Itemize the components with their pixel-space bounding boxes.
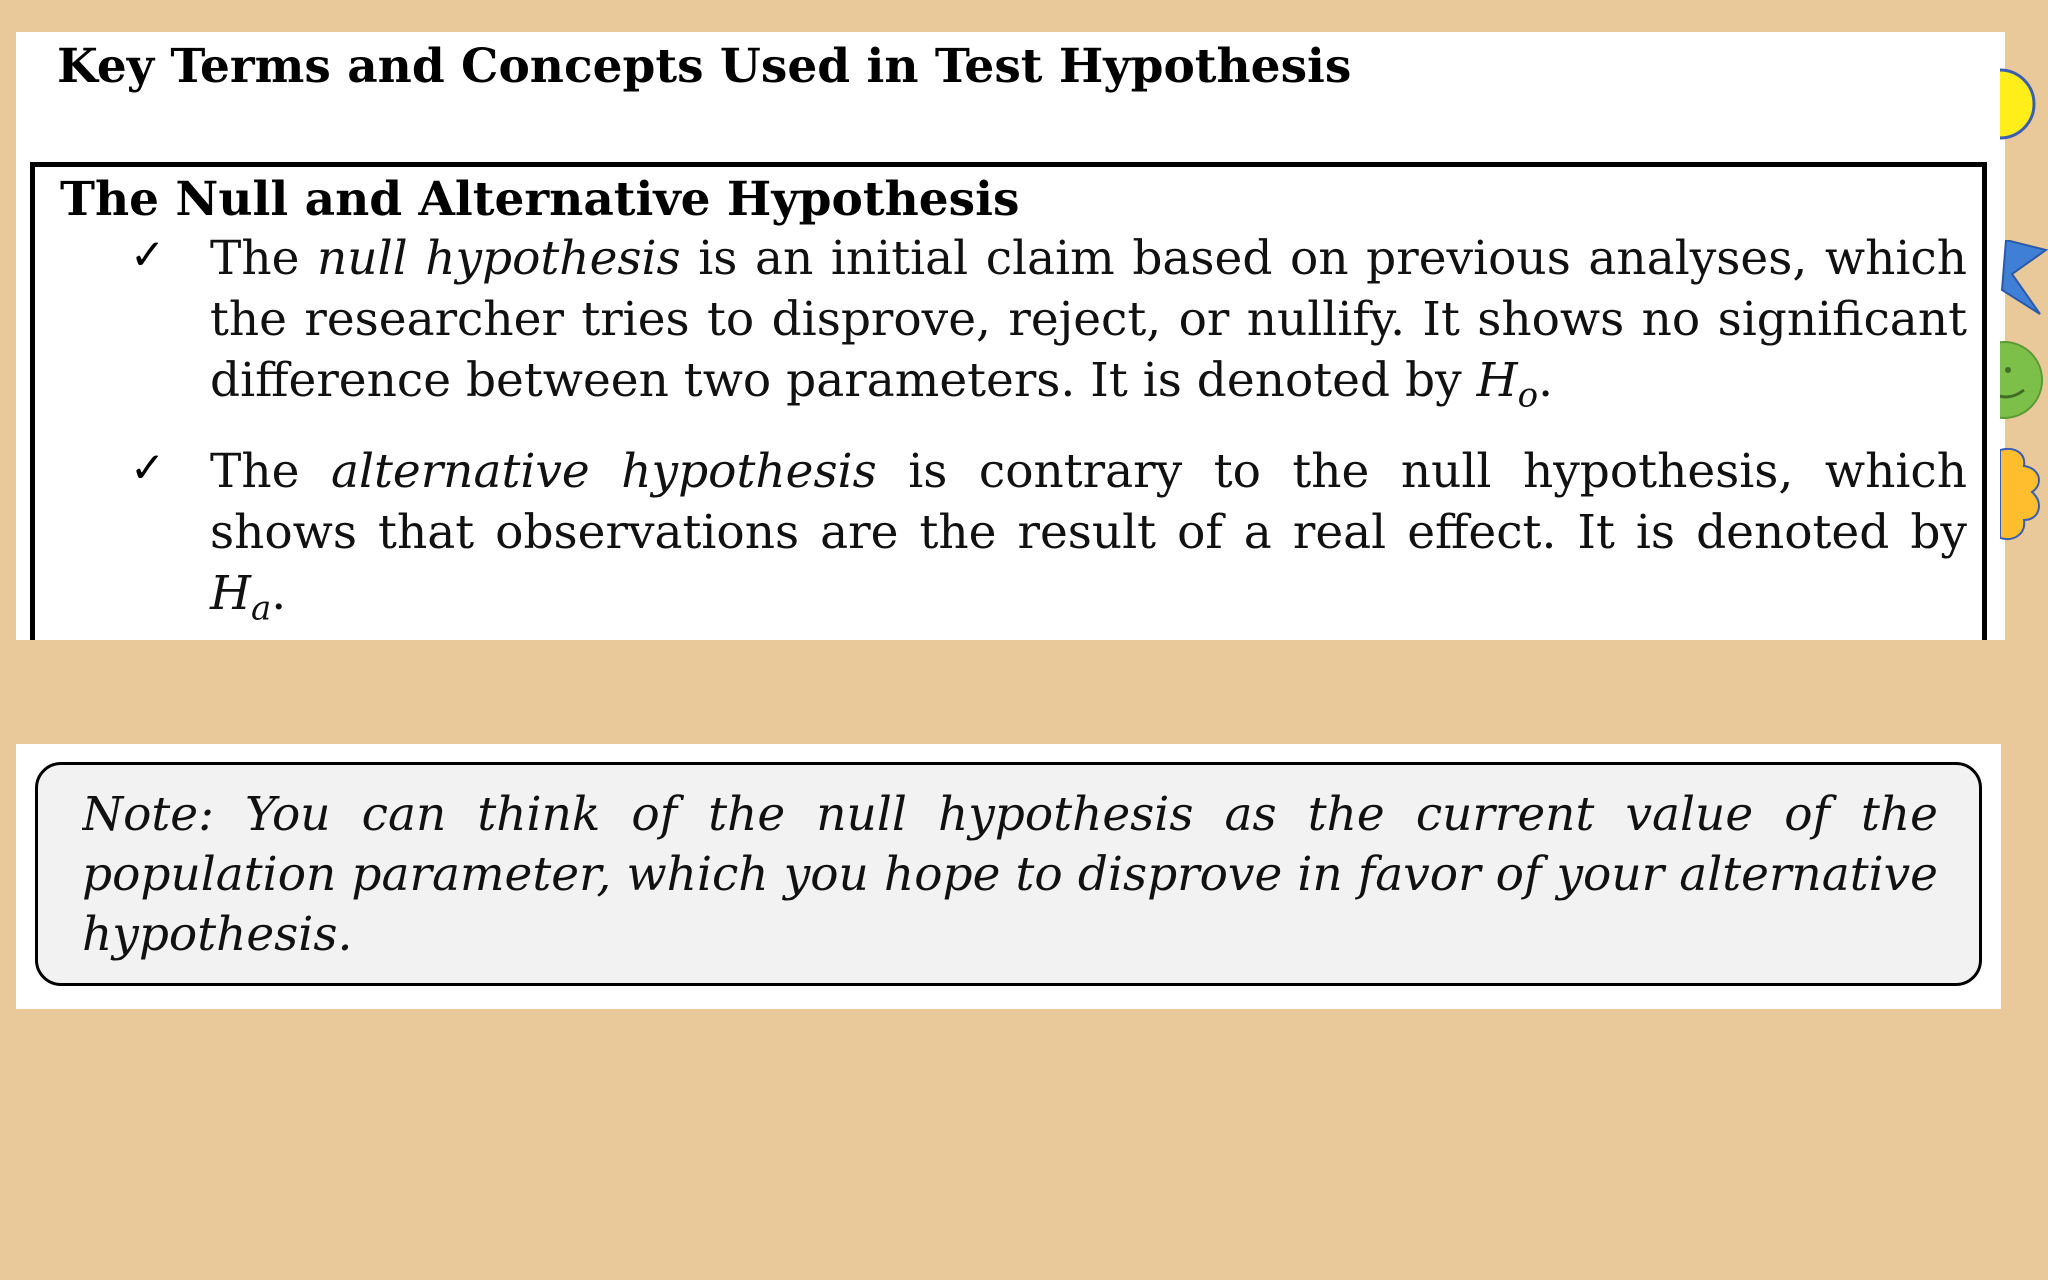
item-text: is contrary to the null hypothesis, which shows that observations are the result of a real effect. It is denoted by bbox=[210, 444, 1968, 560]
item-text-start: The bbox=[210, 444, 331, 499]
item-text-start: The bbox=[210, 231, 318, 286]
symbol-subscript: o bbox=[1517, 375, 1539, 416]
symbol-letter: H bbox=[210, 566, 251, 621]
checkmark-icon: ✓ bbox=[130, 230, 166, 279]
definitions-panel bbox=[16, 32, 2005, 640]
sun-icon bbox=[2000, 64, 2040, 144]
item-text: is an initial claim based on previous analyses, which the researcher tries to disprove, reject, or nullify. It shows no significant difference between two parameters. It is denoted by bbox=[210, 231, 1968, 408]
alternative-hypothesis-symbol bbox=[210, 566, 272, 629]
symbol-subscript: a bbox=[251, 588, 272, 629]
symbol-letter: H bbox=[1476, 353, 1518, 408]
alternative-hypothesis-item bbox=[130, 441, 1968, 629]
note-text: Note: You can think of the null hypothesis as the current value of the population parameter, which you hope to disprove in favor of your alternative hypothesis. bbox=[82, 787, 1938, 962]
null-hypothesis-symbol bbox=[1476, 353, 1539, 416]
note-box bbox=[35, 762, 1982, 986]
item-text-end: . bbox=[1538, 353, 1554, 408]
page-title: Key Terms and Concepts Used in Test Hypothesis bbox=[57, 39, 1352, 94]
cloud-icon bbox=[2000, 446, 2048, 542]
null-hypothesis-term: null hypothesis bbox=[317, 231, 681, 286]
checkmark-icon: ✓ bbox=[130, 443, 166, 492]
alternative-hypothesis-term: alternative hypothesis bbox=[330, 444, 877, 499]
star-icon bbox=[2000, 240, 2048, 316]
hypothesis-definition-box bbox=[30, 162, 1987, 640]
item-text-end: . bbox=[271, 566, 287, 621]
note-panel bbox=[16, 744, 2001, 1009]
null-hypothesis-item bbox=[130, 228, 1968, 416]
smiley-icon bbox=[2000, 338, 2048, 422]
section-title: The Null and Alternative Hypothesis bbox=[60, 172, 1020, 227]
